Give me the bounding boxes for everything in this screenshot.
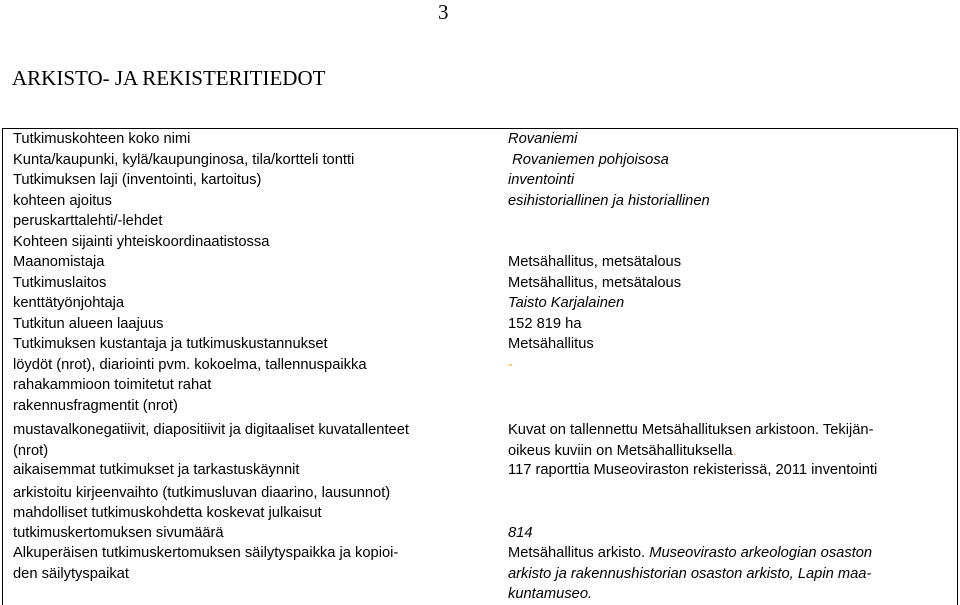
row-label: Tutkimuksen kustantaja ja tutkimuskustannukset: [13, 336, 328, 352]
row-label-line2: (nrot): [13, 442, 49, 459]
row-value: Taisto Karjalainen: [508, 295, 625, 311]
row-value: Rovaniemi: [508, 131, 578, 147]
section-heading: ARKISTO- JA REKISTERITIEDOT: [12, 66, 326, 90]
row-value: 152 819 ha: [508, 315, 582, 332]
row-label-line1: Alkuperäisen tutkimuskertomuksen säilytyspaikka ja kopioi-: [13, 545, 399, 561]
row-label: rakennusfragmentit (nrot): [13, 397, 178, 414]
row-label: kenttätyönjohtaja: [13, 295, 125, 311]
row-label: peruskarttalehti/-lehdet: [13, 213, 163, 229]
row-value-line1: [508, 543, 872, 564]
row-value: Metsähallitus, metsätalous: [508, 254, 682, 270]
row-value: esihistoriallinen ja historiallinen: [508, 192, 710, 209]
row-value: 117 raporttia Museoviraston rekisterissä, 2011 inventointi: [508, 462, 878, 478]
row-label: Tutkitun alueen laajuus: [13, 315, 164, 332]
row-label: Tutkimuksen laji (inventointi, kartoitus): [13, 172, 262, 188]
archive-register-table: [2, 128, 958, 605]
row-label: Tutkimuskohteen koko nimi: [13, 131, 191, 147]
row-label: mahdolliset tutkimuskohdetta koskevat julkaisut: [13, 505, 322, 521]
row-value: Metsähallitus, metsätalous: [508, 274, 682, 291]
row-value-period: .: [732, 442, 737, 459]
row-value-line3: kuntamuseo.: [508, 586, 593, 602]
row-value: -: [508, 356, 513, 373]
row-label: kohteen ajoitus: [13, 192, 112, 209]
row-value: Rovaniemen pohjoisosa: [508, 151, 669, 168]
row-value-line2: [508, 441, 737, 462]
row-label: rahakammioon toimitetut rahat: [13, 377, 212, 393]
row-value-part-b: Museovirasto arkeologian osaston: [649, 545, 873, 561]
row-label: Kohteen sijainti yhteiskoordinaatistossa: [13, 233, 270, 250]
row-value-part-a: Metsähallitus arkisto.: [508, 545, 650, 561]
row-label: tutkimuskertomuksen sivumäärä: [13, 525, 224, 541]
row-value-line1: Kuvat on tallennettu Metsähallituksen arkistoon. Tekijän-: [508, 422, 874, 438]
row-label-line1: mustavalkonegatiivit, diapositiivit ja digitaaliset kuvatallenteet: [13, 422, 409, 438]
row-value-line2: arkisto ja rakennushistorian osaston arkisto, Lapin maa-: [508, 566, 872, 582]
row-label: Maanomistaja: [13, 254, 105, 270]
row-label: arkistoitu kirjeenvaihto (tutkimusluvan diaarino, lausunnot): [13, 485, 391, 501]
page-number: 3: [438, 0, 449, 24]
row-label: Kunta/kaupunki, kylä/kaupunginosa, tila/kortteli tontti: [13, 151, 355, 168]
row-value: Metsähallitus: [508, 336, 594, 352]
row-label: löydöt (nrot), diariointi pvm. kokoelma, tallennuspaikka: [13, 356, 367, 373]
row-label-line2: den säilytyspaikat: [13, 566, 129, 582]
row-value-text: oikeus kuviin on Metsähallituksella: [508, 442, 733, 459]
row-label: aikaisemmat tutkimukset ja tarkastuskäynnit: [13, 462, 300, 478]
row-value: inventointi: [508, 172, 575, 188]
row-value: 814: [508, 525, 533, 541]
row-label: Tutkimuslaitos: [13, 274, 107, 291]
